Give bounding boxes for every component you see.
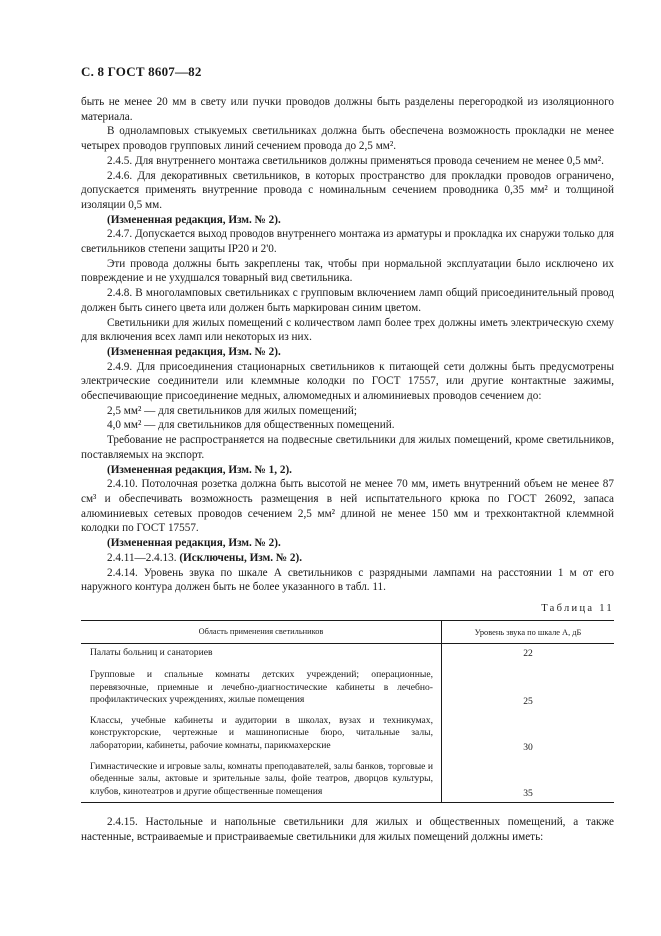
table-cell-level: 35	[523, 787, 533, 799]
table-cell-level: 30	[523, 741, 533, 753]
table-row	[81, 710, 614, 756]
table-cell-area: Групповые и спальные комнаты детских учреждений; операционные, перевязочные, приемные и лечебно-диагностические кабинеты в лечебно-профилактических учреждениях, жилые помещения	[81, 664, 442, 710]
amendment-note: (Измененная редакция, Изм. № 1, 2).	[107, 463, 292, 476]
paragraph-2-4-7: 2.4.7. Допускается выход проводов внутреннего монтажа из арматуры и прокладка их снаружи только для светильников степени защиты IP20 и 2'0.	[81, 228, 614, 256]
paragraph-2-4-5: 2.4.5. Для внутреннего монтажа светильников должны применяться провода сечением не менее 0,5 мм².	[107, 154, 604, 167]
amendment-note: (Измененная редакция, Изм. № 2).	[107, 537, 281, 550]
column-header-level: Уровень звука по шкале А, дБ	[474, 627, 582, 637]
body-text	[81, 95, 614, 595]
paragraph: Эти провода должны быть закреплены так, чтобы при нормальной эксплуатации было исключено их повреждение и не ухудшался товарный вид светильника.	[81, 257, 614, 285]
paragraph-2-4-14: 2.4.14. Уровень звука по шкале А светильников с разрядными лампами на расстоянии 1 м от его наружного контура должен быть не более указанного в табл. 11.	[81, 566, 614, 594]
table-header	[81, 621, 614, 644]
table-cell-level: 25	[523, 695, 533, 707]
paragraph-2-4-9: 2.4.9. Для присоединения стационарных светильников к питающей сети должны быть предусмотрены электрические соединители или клеммные колодки по ГОСТ 17557, или другие контактные зажимы, обеспечивающие присоединение медных, алюмомедных и алюминиевых проводов сечением до:	[81, 360, 614, 403]
amendment-note: (Измененная редакция, Изм. № 2).	[107, 213, 281, 226]
trailing-text	[81, 815, 614, 844]
column-header-area: Область применения светильников	[81, 621, 442, 643]
table-caption: Таблица 11	[541, 603, 614, 614]
paragraph-2-4-8: 2.4.8. В многоламповых светильниках с групповым включением ламп общий присоединительный провод должен быть синего цвета или должен быть маркирован синим цветом.	[81, 287, 614, 314]
clause-range: 2.4.11—2.4.13.	[107, 551, 177, 564]
table-row	[81, 644, 614, 664]
table-cell-area: Классы, учебные кабинеты и аудитории в школах, вузах и техникумах, конструкторские, чертежные и машинописные бюро, читальные залы, лаборатории, кабинеты, рабочие комнаты, парикмахерские	[81, 710, 442, 756]
list-item: 2,5 мм² — для светильников для жилых помещений;	[107, 404, 358, 417]
paragraph: Светильники для жилых помещений с количеством ламп более трех должны иметь электрическую схему для включения всех ламп или некоторых из них.	[81, 316, 614, 344]
paragraph-2-4-10: 2.4.10. Потолочная розетка должна быть высотой не менее 70 мм, иметь внутренний объем не менее 87 см³ и обеспечивать возможность размещения в ней испытательного крюка по ГОСТ 26092, запаса алюминиевых сетевых проводов сечением 2,5 мм² длиной не менее 150 мм и трехконтактной клеммной колодки по ГОСТ 17557.	[81, 478, 614, 535]
paragraph: Требование не распространяется на подвесные светильники для жилых помещений, кроме светильников, поставляемых на экспорт.	[81, 434, 614, 461]
excluded-note: (Исключены, Изм. № 2).	[179, 551, 303, 564]
table-row	[81, 756, 614, 802]
sound-level-table	[81, 620, 614, 803]
paragraph-2-4-15: 2.4.15. Настольные и напольные светильники для жилых и общественных помещений, а также настенные, встраиваемые и пристраиваемые светильники для жилых помещений должны иметь:	[81, 816, 614, 843]
table-cell-area: Гимнастические и игровые залы, комнаты преподавателей, залы банков, торговые и обеденные залы, актовые и зрительные залы, фойе театров, дворцов культуры, клубов, кинотеатров и другие общественные помещения	[81, 756, 442, 802]
page-header: С. 8 ГОСТ 8607—82	[81, 64, 202, 79]
paragraph: В одноламповых стыкуемых светильниках должна быть обеспечена возможность прокладки не менее четырех проводов групповых линий сечением провода до 2,5 мм².	[81, 125, 614, 153]
list-item: 4,0 мм² — для светильников для общественных помещений.	[107, 419, 395, 432]
table-cell-area: Палаты больниц и санаториев	[81, 644, 442, 664]
table-row	[81, 664, 614, 710]
paragraph-2-4-6: 2.4.6. Для декоративных светильников, в которых пространство для прокладки проводов ограничено, допускается применять внутренние провода с номинальным сечением проводника 0,35 мм² и толщиной изоляции 0,5 мм.	[81, 169, 614, 211]
paragraph-2-4-11-13	[81, 551, 614, 566]
amendment-note: (Измененная редакция, Изм. № 2).	[107, 345, 281, 358]
table-cell-level: 22	[523, 648, 533, 659]
paragraph: быть не менее 20 мм в свету или пучки проводов должны быть разделены перегородкой из изоляционного материала.	[81, 96, 614, 123]
